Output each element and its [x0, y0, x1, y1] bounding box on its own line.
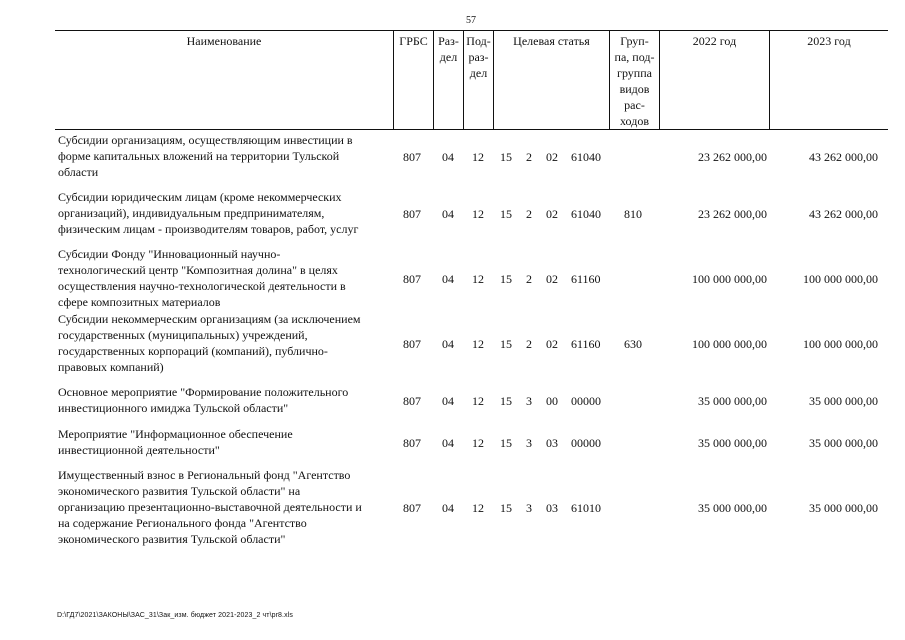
- page-number: 57: [466, 15, 476, 26]
- header-name: Наименование: [186, 34, 262, 48]
- row-amount-2023: 35 000 000,00: [809, 436, 878, 450]
- header-year-2023: 2023 год: [769, 31, 888, 129]
- row-grbs: 807: [403, 272, 421, 286]
- row-target-program: 15: [500, 150, 512, 164]
- row-amount-2022: 35 000 000,00: [698, 501, 767, 515]
- header-year-2022: 2022 год: [659, 31, 769, 129]
- row-target-event: 03: [546, 501, 558, 515]
- row-razdel: 04: [442, 337, 454, 351]
- row-expense-group: 810: [624, 207, 642, 221]
- row-amount-2022: 23 262 000,00: [698, 207, 767, 221]
- row-razdel: 04: [442, 394, 454, 408]
- row-podrazdel: 12: [472, 501, 484, 515]
- row-amount-2022: 23 262 000,00: [698, 150, 767, 164]
- row-grbs: 807: [403, 207, 421, 221]
- row-target-subprogram: 3: [526, 501, 532, 515]
- row-target-event: 03: [546, 436, 558, 450]
- row-name: Субсидии некоммерческим организациям (за исключением государственных (муниципальных) учреждений, государственных корпораций (компаний), публично- правовых компаний): [58, 312, 361, 374]
- row-target-direction: 61010: [571, 501, 601, 515]
- row-podrazdel: 12: [472, 150, 484, 164]
- row-amount-2023: 43 262 000,00: [809, 207, 878, 221]
- row-amount-2022: 35 000 000,00: [698, 394, 767, 408]
- row-target-subprogram: 2: [526, 272, 532, 286]
- row-amount-2023: 100 000 000,00: [803, 337, 878, 351]
- row-expense-group: 630: [624, 337, 642, 351]
- row-name: Субсидии организациям, осуществляющим инвестиции в форме капитальных вложений на территории Тульской области: [58, 133, 353, 179]
- row-target-direction: 61160: [571, 337, 601, 351]
- row-razdel: 04: [442, 150, 454, 164]
- row-target-event: 02: [546, 272, 558, 286]
- row-target-direction: 61040: [571, 150, 601, 164]
- row-amount-2023: 100 000 000,00: [803, 272, 878, 286]
- row-name: Субсидии юридическим лицам (кроме некоммерческих организаций), индивидуальным предпринимателям, физическим лицам - производителям товаров, работ, услуг: [58, 190, 359, 236]
- row-podrazdel: 12: [472, 337, 484, 351]
- row-target-subprogram: 2: [526, 150, 532, 164]
- file-path-footer: D:\ГД7\2021\ЗАКОНЫ\ЗАС_31\Зак_изм. бюджет 2021-2023_2 чт\pr8.xls: [57, 612, 293, 619]
- row-target-subprogram: 3: [526, 394, 532, 408]
- row-amount-2023: 35 000 000,00: [809, 501, 878, 515]
- row-name: Имущественный взнос в Региональный фонд "Агентство экономического развития Тульской области" на организацию презентационно-выставочной деятельности и на содержание Регионального фонда "Агентство экономического развития Тульской области": [58, 468, 362, 546]
- row-grbs: 807: [403, 501, 421, 515]
- row-target-event: 02: [546, 207, 558, 221]
- header-razdel: Раз- дел: [433, 31, 463, 129]
- row-grbs: 807: [403, 150, 421, 164]
- row-razdel: 04: [442, 501, 454, 515]
- row-target-direction: 00000: [571, 436, 601, 450]
- row-target-event: 02: [546, 337, 558, 351]
- row-podrazdel: 12: [472, 436, 484, 450]
- row-target-event: 00: [546, 394, 558, 408]
- header-expense-group: Груп- па, под- группа видов рас- ходов: [609, 31, 659, 129]
- header-podrazdel: Под- раз- дел: [463, 31, 493, 129]
- row-amount-2023: 35 000 000,00: [809, 394, 878, 408]
- row-name: Субсидии Фонду "Инновационный научно- технологический центр "Композитная долина" в целях осуществления научно-технологической деятельности в сфере композитных материалов: [58, 247, 346, 309]
- row-target-program: 15: [500, 436, 512, 450]
- row-target-direction: 00000: [571, 394, 601, 408]
- row-target-event: 02: [546, 150, 558, 164]
- row-target-program: 15: [500, 337, 512, 351]
- row-target-program: 15: [500, 394, 512, 408]
- table-header: [55, 30, 888, 130]
- row-podrazdel: 12: [472, 207, 484, 221]
- header-target-article: Целевая статья: [493, 31, 609, 129]
- row-target-program: 15: [500, 501, 512, 515]
- row-amount-2022: 100 000 000,00: [692, 272, 767, 286]
- row-name: Мероприятие "Информационное обеспечение инвестиционной деятельности": [58, 427, 293, 457]
- row-amount-2022: 35 000 000,00: [698, 436, 767, 450]
- row-target-program: 15: [500, 272, 512, 286]
- row-razdel: 04: [442, 207, 454, 221]
- row-target-subprogram: 2: [526, 337, 532, 351]
- header-grbs: ГРБС: [393, 31, 433, 129]
- row-target-subprogram: 3: [526, 436, 532, 450]
- row-grbs: 807: [403, 337, 421, 351]
- row-target-direction: 61040: [571, 207, 601, 221]
- row-grbs: 807: [403, 394, 421, 408]
- row-name: Основное мероприятие "Формирование положительного инвестиционного имиджа Тульской области": [58, 385, 349, 415]
- row-podrazdel: 12: [472, 272, 484, 286]
- row-podrazdel: 12: [472, 394, 484, 408]
- row-razdel: 04: [442, 272, 454, 286]
- row-amount-2023: 43 262 000,00: [809, 150, 878, 164]
- row-grbs: 807: [403, 436, 421, 450]
- row-target-program: 15: [500, 207, 512, 221]
- row-razdel: 04: [442, 436, 454, 450]
- row-target-direction: 61160: [571, 272, 601, 286]
- row-target-subprogram: 2: [526, 207, 532, 221]
- row-amount-2022: 100 000 000,00: [692, 337, 767, 351]
